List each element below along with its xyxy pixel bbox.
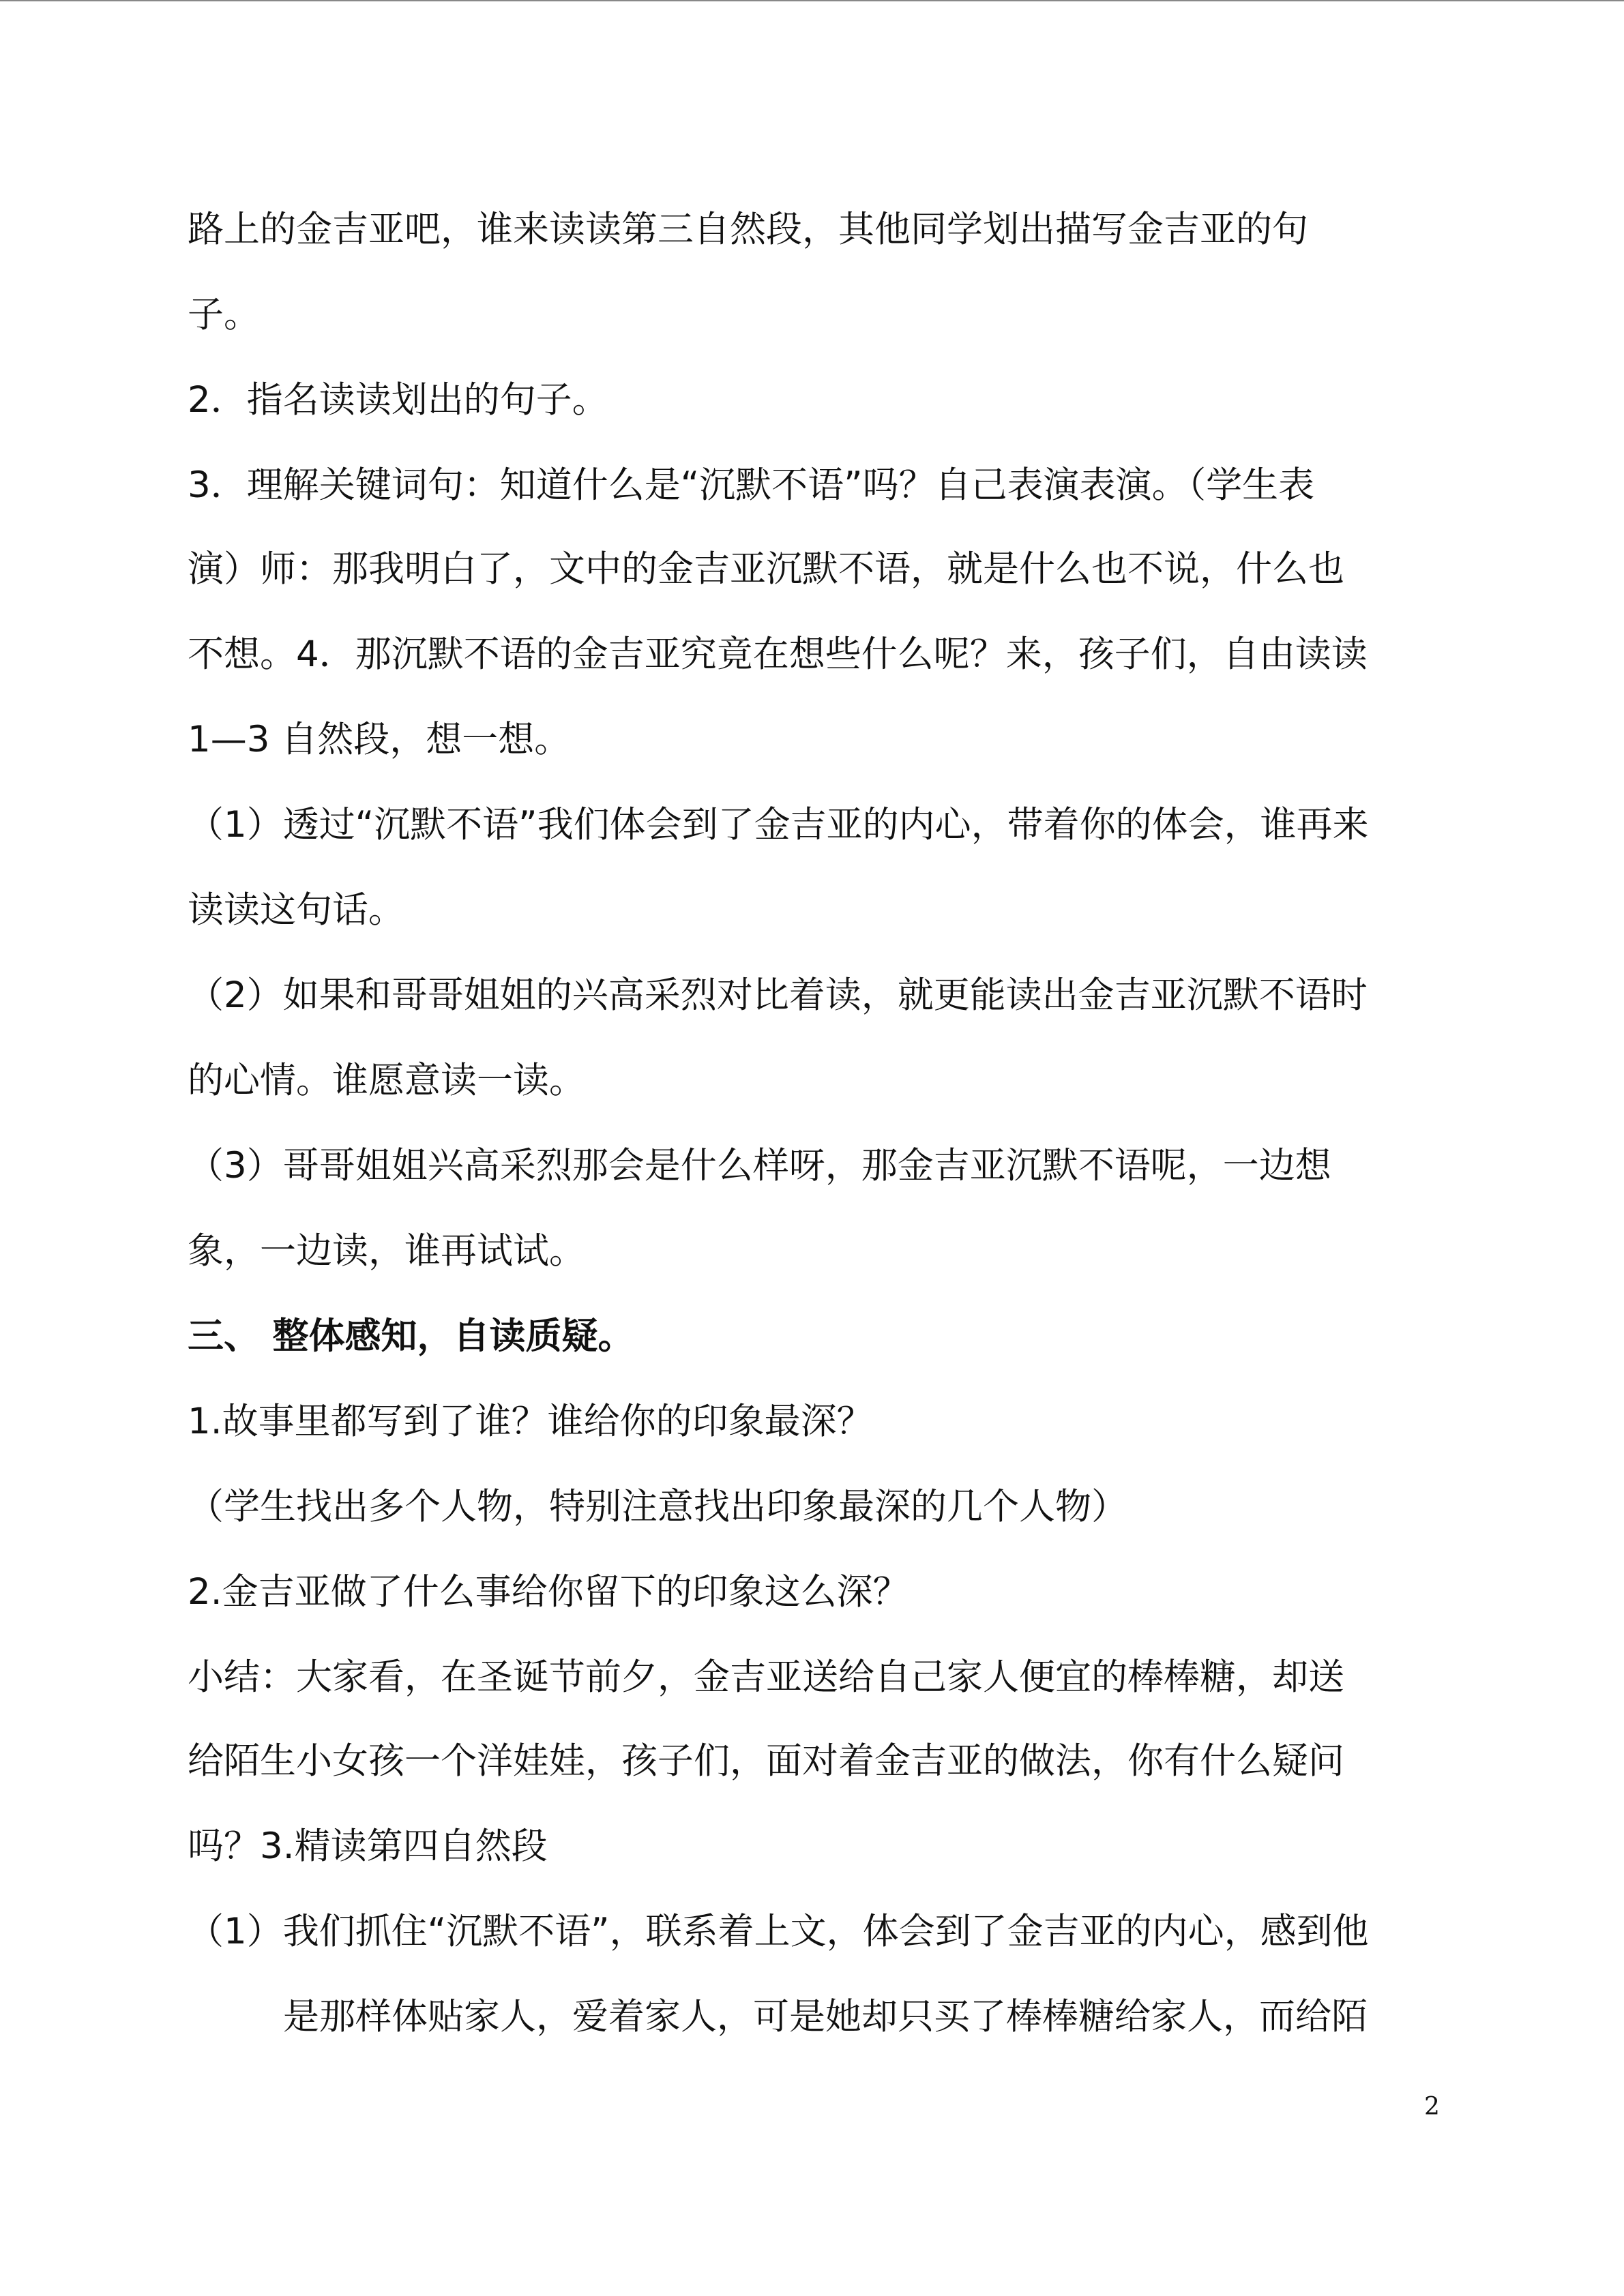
text-line: （2）如果和哥哥姐姐的兴高采烈对比着读，就更能读出金吉亚沉默不语时 <box>188 974 1368 1016</box>
text-line: 象，一边读，谁再试试。 <box>188 1230 585 1272</box>
text-line: 小结：大家看，在圣诞节前夕，金吉亚送给自己家人便宜的棒棒糖，却送 <box>188 1656 1344 1698</box>
text-line: 2.金吉亚做了什么事给你留下的印象这么深？ <box>188 1571 909 1613</box>
text-line: 3．理解关键词句：知道什么是“沉默不语”吗？自己表演表演。（学生表 <box>188 464 1315 506</box>
top-border <box>0 0 1624 1</box>
text-line: （3）哥哥姐姐兴高采烈那会是什么样呀，那金吉亚沉默不语呢，一边想 <box>188 1145 1331 1187</box>
text-line: 的心情。谁愿意读一读。 <box>188 1060 585 1101</box>
text-line: 是那样体贴家人，爱着家人，可是她却只买了棒棒糖给家人，而给陌 <box>283 1996 1368 2038</box>
text-line: 不想。4．那沉默不语的金吉亚究竟在想些什么呢？来，孩子们，自由读读 <box>188 633 1368 675</box>
text-line: （1）透过“沉默不语”我们体会到了金吉亚的内心，带着你的体会，谁再来 <box>188 804 1369 846</box>
text-line: 子。 <box>188 294 260 336</box>
text-line: 读读这句话。 <box>188 889 404 931</box>
section-heading: 三、 整体感知，自读质疑。 <box>188 1315 634 1357</box>
text-line: 演）师：那我明白了，文中的金吉亚沉默不语，就是什么也不说，什么也 <box>188 548 1344 590</box>
text-line: 2．指名读读划出的句子。 <box>188 379 608 421</box>
text-line: 1—3 自然段，想一想。 <box>188 719 571 760</box>
text-line: 给陌生小女孩一个洋娃娃，孩子们，面对着金吉亚的做法，你有什么疑问 <box>188 1740 1344 1782</box>
text-line: （学生找出多个人物，特别注意找出印象最深的几个人物） <box>188 1486 1127 1527</box>
page-number: 2 <box>1424 2093 1440 2121</box>
text-line: 吗？3.精读第四自然段 <box>188 1825 548 1867</box>
text-line: 1.故事里都写到了谁？谁给你的印象最深？ <box>188 1401 873 1442</box>
text-line: 路上的金吉亚吧，谁来读读第三自然段，其他同学划出描写金吉亚的句 <box>188 209 1308 250</box>
text-line: （1）我们抓住“沉默不语”，联系着上文，体会到了金吉亚的内心，感到他 <box>188 1911 1369 1952</box>
